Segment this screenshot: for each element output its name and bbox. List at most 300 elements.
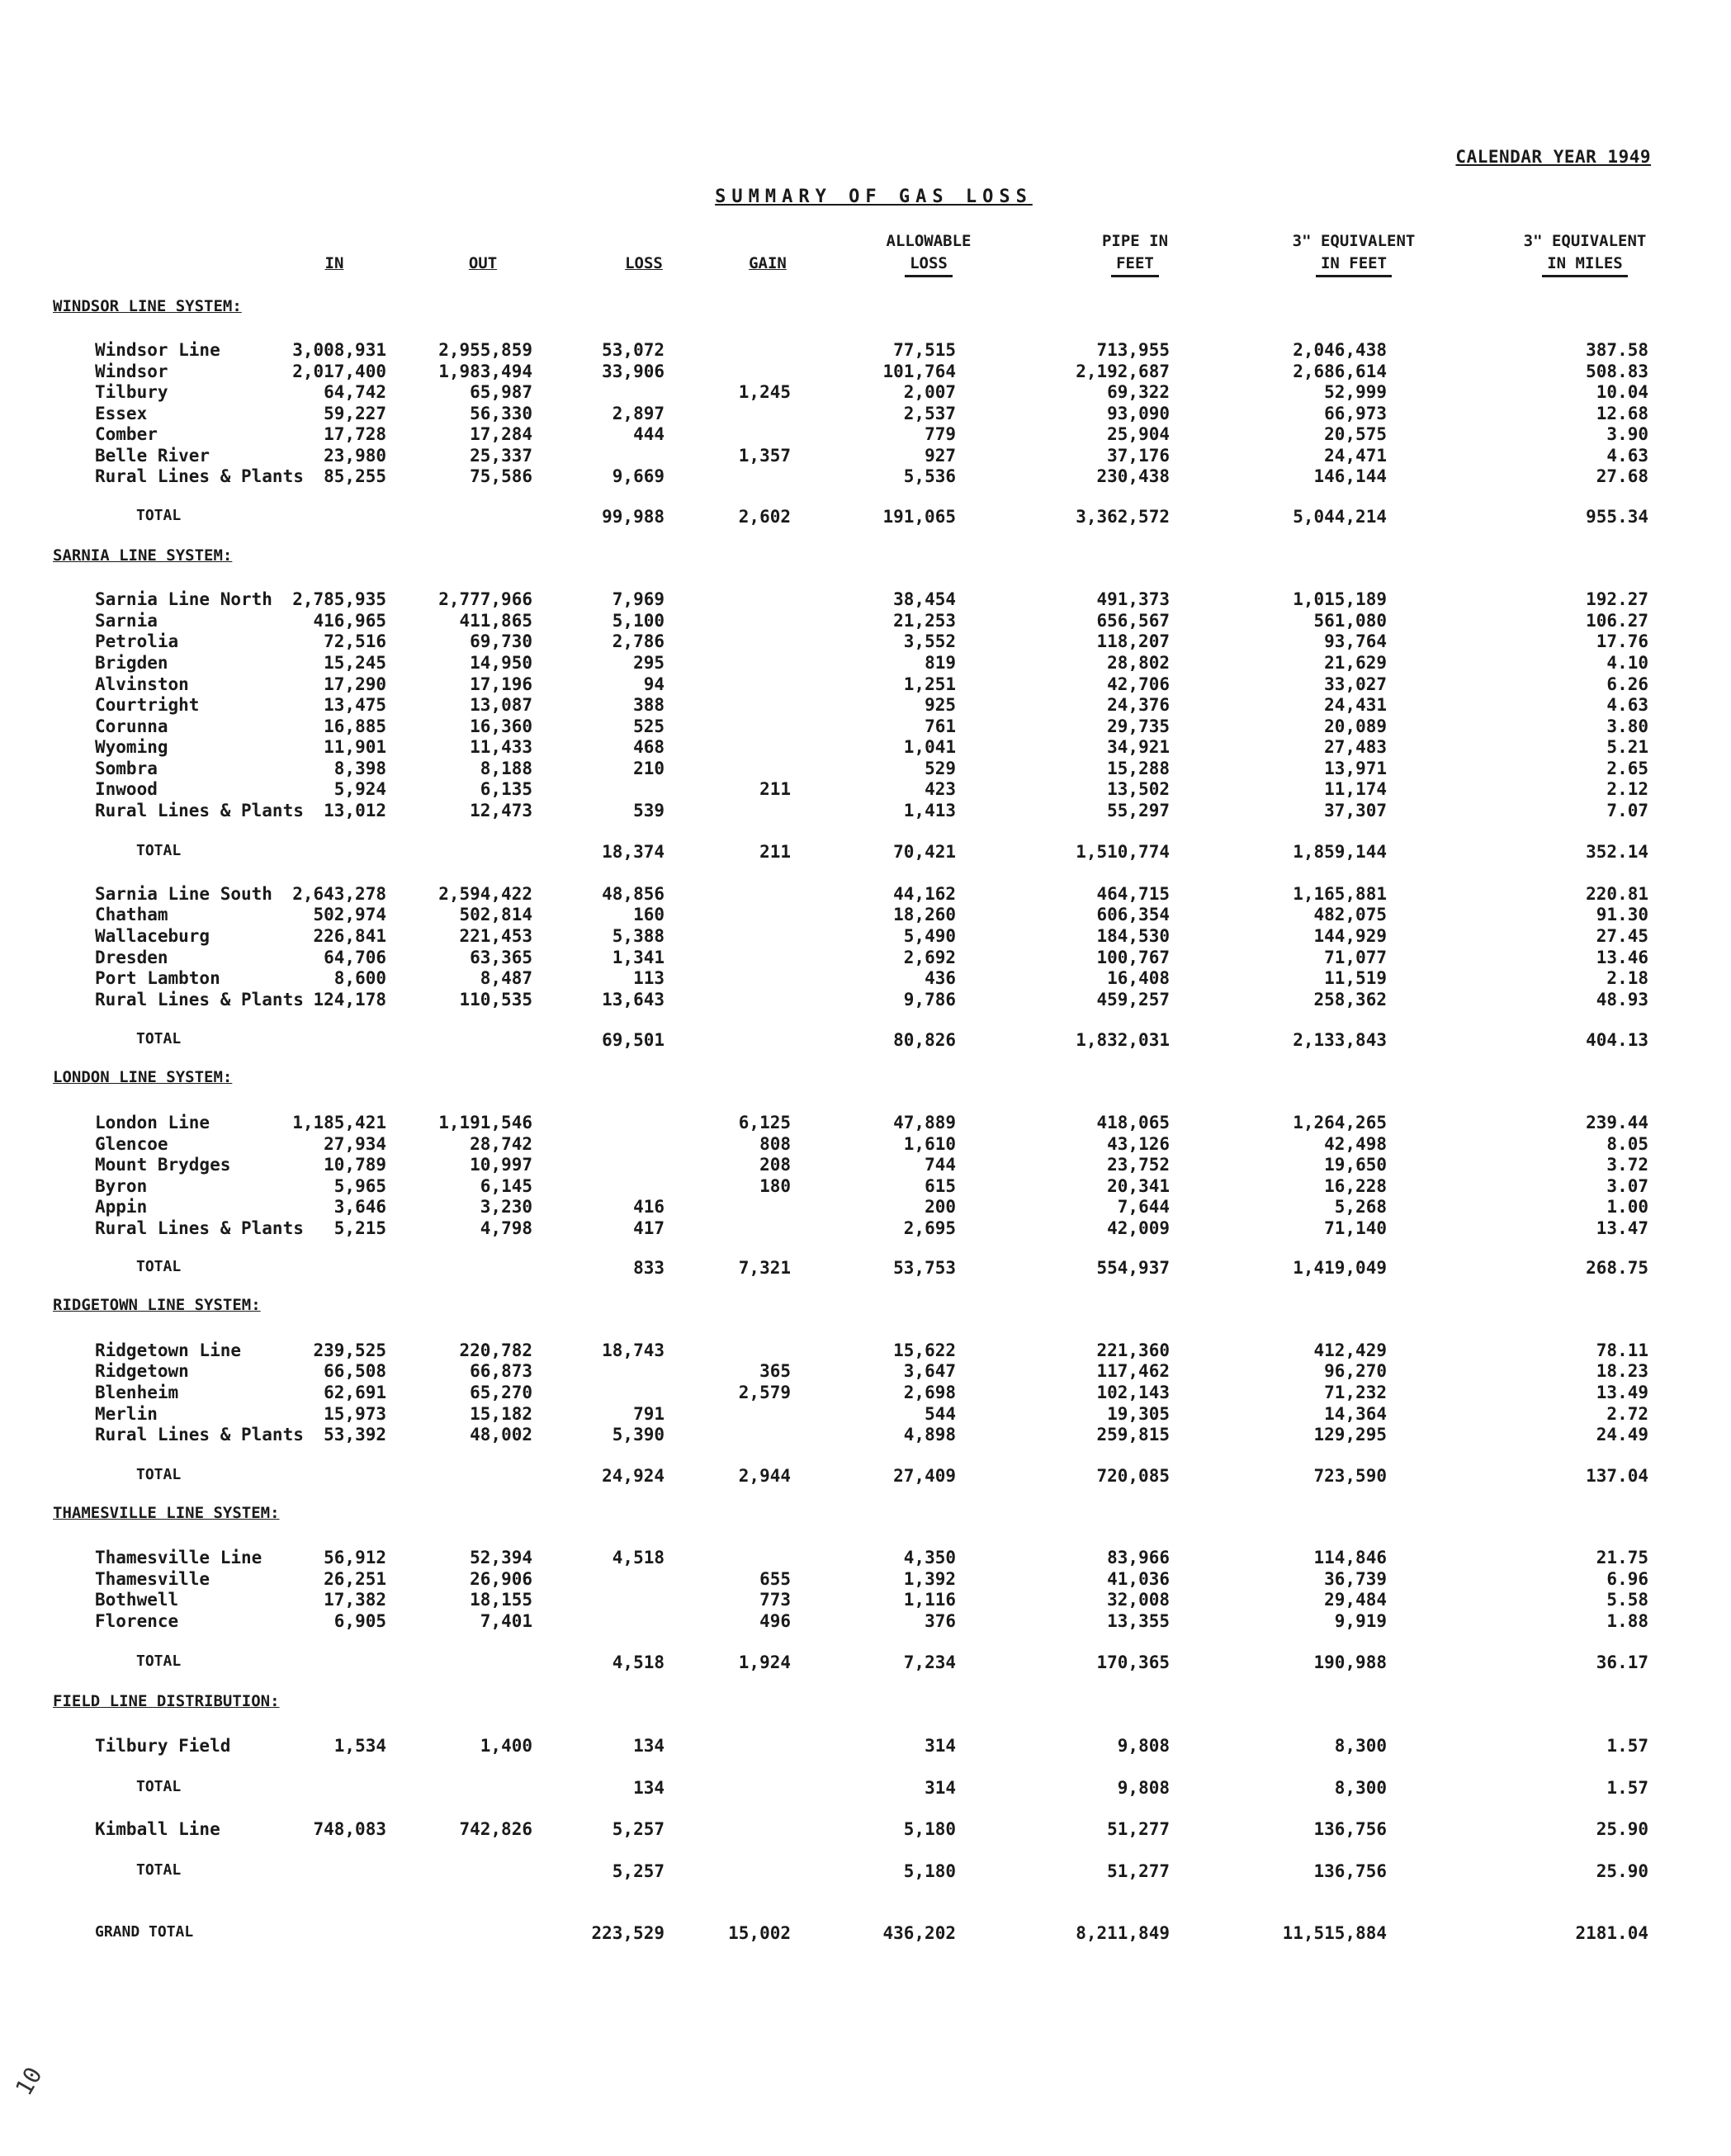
cell-name: TOTAL <box>136 1861 182 1879</box>
cell-eqmi: 2.18 <box>1606 968 1648 988</box>
cell-allow: 18,260 <box>893 905 956 924</box>
cell-name: Windsor Line <box>95 340 220 360</box>
cell-loss: 223,529 <box>591 1923 664 1943</box>
cell-pipe: 93,090 <box>1107 404 1170 423</box>
cell-eqmi: 8.05 <box>1606 1134 1648 1154</box>
cell-pipe: 37,176 <box>1107 446 1170 466</box>
cell-eqmi: 268.75 <box>1586 1258 1648 1278</box>
cell-pipe: 29,735 <box>1107 716 1170 736</box>
cell-loss: 210 <box>633 759 664 778</box>
cell-out: 66,873 <box>470 1361 532 1381</box>
cell-eqmi: 2.12 <box>1606 779 1648 799</box>
cell-eqmi: 27.45 <box>1596 926 1648 946</box>
cell-name: Rural Lines & Plants <box>95 466 304 486</box>
cell-allow: 7,234 <box>903 1652 956 1672</box>
cell-out: 8,487 <box>480 968 532 988</box>
cell-pipe: 23,752 <box>1107 1155 1170 1175</box>
cell-pipe: 1,510,774 <box>1076 842 1170 862</box>
cell-loss: 525 <box>633 716 664 736</box>
table-row <box>0 589 1731 611</box>
total-row <box>0 1258 1731 1279</box>
cell-eqft: 71,140 <box>1324 1218 1387 1238</box>
section-field: FIELD LINE DISTRIBUTION: <box>53 1692 280 1710</box>
cell-loss: 4,518 <box>612 1652 664 1672</box>
cell-out: 26,906 <box>470 1569 532 1589</box>
cell-allow: 80,826 <box>893 1030 956 1050</box>
total-row <box>0 1030 1731 1052</box>
cell-pipe: 69,322 <box>1107 382 1170 402</box>
cell-loss: 539 <box>633 801 664 820</box>
col-header-loss: LOSS <box>625 254 663 272</box>
cell-pipe: 3,362,572 <box>1076 507 1170 527</box>
cell-loss: 5,388 <box>612 926 664 946</box>
cell-gain: 655 <box>759 1569 791 1589</box>
cell-allow: 376 <box>925 1611 956 1631</box>
cell-name: Rural Lines & Plants <box>95 1218 304 1238</box>
cell-loss: 24,924 <box>602 1466 664 1486</box>
cell-eqft: 11,515,884 <box>1282 1923 1387 1943</box>
cell-allow: 15,622 <box>893 1340 956 1360</box>
cell-loss: 99,988 <box>602 507 664 527</box>
col-header-gain: GAIN <box>749 254 787 272</box>
cell-allow: 70,421 <box>893 842 956 862</box>
cell-pipe: 2,192,687 <box>1076 362 1170 381</box>
cell-loss: 48,856 <box>602 884 664 904</box>
cell-in: 3,008,931 <box>292 340 386 360</box>
cell-pipe: 1,832,031 <box>1076 1030 1170 1050</box>
cell-eqft: 24,431 <box>1324 695 1387 715</box>
table-row <box>0 1340 1731 1362</box>
cell-pipe: 554,937 <box>1096 1258 1170 1278</box>
cell-allow: 5,536 <box>903 466 956 486</box>
cell-eqmi: 106.27 <box>1586 611 1648 631</box>
grand-total-row <box>0 1923 1731 1945</box>
table-row <box>0 759 1731 780</box>
cell-loss: 833 <box>633 1258 664 1278</box>
cell-pipe: 491,373 <box>1096 589 1170 609</box>
cell-allow: 819 <box>925 653 956 673</box>
cell-gain: 1,924 <box>738 1652 791 1672</box>
cell-allow: 615 <box>925 1176 956 1196</box>
table-row <box>0 948 1731 969</box>
table-row <box>0 968 1731 990</box>
total-row <box>0 1778 1731 1799</box>
cell-eqft: 8,300 <box>1334 1778 1387 1798</box>
cell-name: TOTAL <box>136 1778 182 1795</box>
cell-eqft: 2,046,438 <box>1293 340 1387 360</box>
cell-name: Windsor <box>95 362 168 381</box>
cell-out: 2,594,422 <box>438 884 532 904</box>
cell-pipe: 51,277 <box>1107 1819 1170 1839</box>
cell-out: 220,782 <box>459 1340 532 1360</box>
cell-allow: 9,786 <box>903 990 956 1009</box>
cell-pipe: 720,085 <box>1096 1466 1170 1486</box>
cell-eqmi: 5.58 <box>1606 1590 1648 1610</box>
cell-loss: 468 <box>633 737 664 757</box>
cell-in: 62,691 <box>324 1383 386 1402</box>
cell-out: 2,955,859 <box>438 340 532 360</box>
cell-name: Mount Brydges <box>95 1155 231 1175</box>
cell-name: Wyoming <box>95 737 168 757</box>
cell-allow: 927 <box>925 446 956 466</box>
cell-name: Port Lambton <box>95 968 220 988</box>
cell-out: 2,777,966 <box>438 589 532 609</box>
cell-name: Belle River <box>95 446 210 466</box>
cell-eqft: 190,988 <box>1313 1652 1387 1672</box>
cell-pipe: 20,341 <box>1107 1176 1170 1196</box>
cell-name: London Line <box>95 1113 210 1132</box>
table-row <box>0 990 1731 1011</box>
cell-pipe: 42,706 <box>1107 674 1170 694</box>
cell-eqmi: 6.96 <box>1606 1569 1648 1589</box>
cell-eqft: 9,919 <box>1334 1611 1387 1631</box>
cell-eqft: 723,590 <box>1313 1466 1387 1486</box>
cell-allow: 53,753 <box>893 1258 956 1278</box>
cell-out: 65,987 <box>470 382 532 402</box>
cell-loss: 5,100 <box>612 611 664 631</box>
cell-allow: 38,454 <box>893 589 956 609</box>
cell-loss: 18,374 <box>602 842 664 862</box>
cell-eqft: 66,973 <box>1324 404 1387 423</box>
cell-loss: 134 <box>633 1736 664 1756</box>
cell-gain: 211 <box>759 779 791 799</box>
cell-gain: 773 <box>759 1590 791 1610</box>
cell-name: Blenheim <box>95 1383 179 1402</box>
cell-allow: 925 <box>925 695 956 715</box>
cell-in: 8,398 <box>333 759 386 778</box>
cell-name: Sarnia Line North <box>95 589 272 609</box>
cell-allow: 77,515 <box>893 340 956 360</box>
cell-name: Thamesville Line <box>95 1548 262 1567</box>
cell-eqmi: 10.04 <box>1596 382 1648 402</box>
cell-gain: 15,002 <box>728 1923 791 1943</box>
cell-in: 10,789 <box>324 1155 386 1175</box>
cell-allow: 2,692 <box>903 948 956 967</box>
cell-in: 124,178 <box>313 990 386 1009</box>
cell-out: 56,330 <box>470 404 532 423</box>
cell-out: 1,191,546 <box>438 1113 532 1132</box>
cell-eqmi: 21.75 <box>1596 1548 1648 1567</box>
cell-name: Byron <box>95 1176 148 1196</box>
col-header-out: OUT <box>468 254 498 272</box>
cell-name: Florence <box>95 1611 179 1631</box>
cell-in: 5,215 <box>333 1218 386 1238</box>
table-row <box>0 1611 1731 1633</box>
cell-pipe: 100,767 <box>1096 948 1170 967</box>
cell-pipe: 8,211,849 <box>1076 1923 1170 1943</box>
cell-name: Glencoe <box>95 1134 168 1154</box>
table-row <box>0 631 1731 653</box>
cell-allow: 200 <box>925 1197 956 1217</box>
page-title: SUMMARY OF GAS LOSS <box>715 187 1033 207</box>
cell-eqmi: 352.14 <box>1586 842 1648 862</box>
cell-eqmi: 36.17 <box>1596 1652 1648 1672</box>
cell-name: Corunna <box>95 716 168 736</box>
table-row <box>0 926 1731 948</box>
cell-allow: 5,490 <box>903 926 956 946</box>
cell-name: TOTAL <box>136 507 182 524</box>
cell-eqmi: 4.63 <box>1606 695 1648 715</box>
cell-eqmi: 2181.04 <box>1575 1923 1648 1943</box>
cell-name: Essex <box>95 404 148 423</box>
cell-eqmi: 239.44 <box>1586 1113 1648 1132</box>
cell-eqmi: 25.90 <box>1596 1819 1648 1839</box>
cell-in: 59,227 <box>324 404 386 423</box>
section-windsor: WINDSOR LINE SYSTEM: <box>53 297 242 315</box>
cell-out: 25,337 <box>470 446 532 466</box>
cell-allow: 744 <box>925 1155 956 1175</box>
table-row <box>0 1404 1731 1426</box>
table-row <box>0 737 1731 759</box>
table-row <box>0 340 1731 362</box>
cell-gain: 180 <box>759 1176 791 1196</box>
cell-loss: 113 <box>633 968 664 988</box>
cell-allow: 3,647 <box>903 1361 956 1381</box>
cell-eqmi: 24.49 <box>1596 1425 1648 1444</box>
cell-in: 5,924 <box>333 779 386 799</box>
table-row <box>0 653 1731 674</box>
cell-allow: 1,392 <box>903 1569 956 1589</box>
cell-eqmi: 13.47 <box>1596 1218 1648 1238</box>
cell-allow: 5,180 <box>903 1819 956 1839</box>
cell-eqmi: 404.13 <box>1586 1030 1648 1050</box>
cell-eqmi: 137.04 <box>1586 1466 1648 1486</box>
cell-in: 23,980 <box>324 446 386 466</box>
cell-allow: 101,764 <box>882 362 956 381</box>
cell-allow: 544 <box>925 1404 956 1424</box>
cell-out: 28,742 <box>470 1134 532 1154</box>
total-row <box>0 507 1731 528</box>
cell-pipe: 19,305 <box>1107 1404 1170 1424</box>
cell-eqmi: 48.93 <box>1596 990 1648 1009</box>
cell-eqft: 14,364 <box>1324 1404 1387 1424</box>
cell-eqft: 1,165,881 <box>1293 884 1387 904</box>
cell-in: 56,912 <box>324 1548 386 1567</box>
cell-eqft: 144,929 <box>1313 926 1387 946</box>
table-row <box>0 1548 1731 1569</box>
cell-eqmi: 1.57 <box>1606 1736 1648 1756</box>
cell-out: 10,997 <box>470 1155 532 1175</box>
cell-gain: 208 <box>759 1155 791 1175</box>
cell-loss: 388 <box>633 695 664 715</box>
cell-in: 13,012 <box>324 801 386 820</box>
cell-allow: 1,116 <box>903 1590 956 1610</box>
cell-eqft: 258,362 <box>1313 990 1387 1009</box>
cell-loss: 2,897 <box>612 404 664 423</box>
cell-out: 502,814 <box>459 905 532 924</box>
cell-eqmi: 2.72 <box>1606 1404 1648 1424</box>
table-row <box>0 424 1731 446</box>
cell-name: Sarnia <box>95 611 158 631</box>
table-row <box>0 1218 1731 1240</box>
cell-name: Chatham <box>95 905 168 924</box>
cell-eqmi: 1.57 <box>1606 1778 1648 1798</box>
cell-pipe: 464,715 <box>1096 884 1170 904</box>
cell-out: 12,473 <box>470 801 532 820</box>
cell-gain: 6,125 <box>738 1113 791 1132</box>
cell-pipe: 51,277 <box>1107 1861 1170 1881</box>
cell-eqmi: 12.68 <box>1596 404 1648 423</box>
cell-name: Merlin <box>95 1404 158 1424</box>
cell-out: 411,865 <box>459 611 532 631</box>
cell-loss: 69,501 <box>602 1030 664 1050</box>
cell-allow: 529 <box>925 759 956 778</box>
cell-gain: 2,944 <box>738 1466 791 1486</box>
cell-loss: 18,743 <box>602 1340 664 1360</box>
cell-eqft: 5,044,214 <box>1293 507 1387 527</box>
cell-gain: 808 <box>759 1134 791 1154</box>
cell-pipe: 606,354 <box>1096 905 1170 924</box>
cell-loss: 5,257 <box>612 1819 664 1839</box>
table-row <box>0 1134 1731 1156</box>
cell-eqft: 13,971 <box>1324 759 1387 778</box>
cell-eqft: 136,756 <box>1313 1819 1387 1839</box>
cell-name: Brigden <box>95 653 168 673</box>
col-header-pipe: PIPE IN FEET <box>1065 230 1205 277</box>
table-row <box>0 779 1731 801</box>
cell-eqft: 37,307 <box>1324 801 1387 820</box>
col-header-eq-feet: 3" EQUIVALENT IN FEET <box>1263 230 1445 277</box>
cell-out: 8,188 <box>480 759 532 778</box>
cell-eqft: 20,089 <box>1324 716 1387 736</box>
cell-pipe: 42,009 <box>1107 1218 1170 1238</box>
cell-gain: 2,579 <box>738 1383 791 1402</box>
cell-in: 2,643,278 <box>292 884 386 904</box>
cell-eqft: 33,027 <box>1324 674 1387 694</box>
cell-allow: 436,202 <box>882 1923 956 1943</box>
section-london: LONDON LINE SYSTEM: <box>53 1068 233 1086</box>
cell-out: 6,145 <box>480 1176 532 1196</box>
cell-allow: 4,350 <box>903 1548 956 1567</box>
cell-eqmi: 7.07 <box>1606 801 1648 820</box>
cell-loss: 444 <box>633 424 664 444</box>
cell-name: Thamesville <box>95 1569 210 1589</box>
cell-name: TOTAL <box>136 1652 182 1670</box>
col-header-allowable: ALLOWABLE LOSS <box>858 230 999 277</box>
cell-in: 26,251 <box>324 1569 386 1589</box>
cell-name: Wallaceburg <box>95 926 210 946</box>
cell-eqft: 16,228 <box>1324 1176 1387 1196</box>
table-row <box>0 801 1731 822</box>
cell-eqmi: 5.21 <box>1606 737 1648 757</box>
cell-allow: 3,552 <box>903 631 956 651</box>
cell-allow: 761 <box>925 716 956 736</box>
cell-allow: 423 <box>925 779 956 799</box>
cell-pipe: 24,376 <box>1107 695 1170 715</box>
cell-in: 13,475 <box>324 695 386 715</box>
cell-eqft: 1,264,265 <box>1293 1113 1387 1132</box>
cell-allow: 314 <box>925 1736 956 1756</box>
cell-loss: 134 <box>633 1778 664 1798</box>
cell-loss: 13,643 <box>602 990 664 1009</box>
cell-eqft: 29,484 <box>1324 1590 1387 1610</box>
cell-allow: 47,889 <box>893 1113 956 1132</box>
cell-eqft: 24,471 <box>1324 446 1387 466</box>
cell-loss: 94 <box>643 674 664 694</box>
cell-pipe: 656,567 <box>1096 611 1170 631</box>
cell-loss: 160 <box>633 905 664 924</box>
cell-gain: 496 <box>759 1611 791 1631</box>
cell-out: 15,182 <box>470 1404 532 1424</box>
cell-allow: 436 <box>925 968 956 988</box>
cell-gain: 365 <box>759 1361 791 1381</box>
cell-eqmi: 17.76 <box>1596 631 1648 651</box>
cell-in: 226,841 <box>313 926 386 946</box>
cell-loss: 7,969 <box>612 589 664 609</box>
cell-pipe: 9,808 <box>1117 1778 1170 1798</box>
cell-out: 63,365 <box>470 948 532 967</box>
cell-loss: 1,341 <box>612 948 664 967</box>
cell-out: 742,826 <box>459 1819 532 1839</box>
cell-eqmi: 1.88 <box>1606 1611 1648 1631</box>
cell-in: 66,508 <box>324 1361 386 1381</box>
cell-out: 1,400 <box>480 1736 532 1756</box>
cell-pipe: 418,065 <box>1096 1113 1170 1132</box>
cell-in: 239,525 <box>313 1340 386 1360</box>
cell-gain: 211 <box>759 842 791 862</box>
cell-eqmi: 955.34 <box>1586 507 1648 527</box>
cell-name: TOTAL <box>136 1466 182 1483</box>
cell-eqmi: 4.10 <box>1606 653 1648 673</box>
cell-loss: 5,390 <box>612 1425 664 1444</box>
table-row <box>0 1361 1731 1383</box>
cell-allow: 191,065 <box>882 507 956 527</box>
cell-in: 1,534 <box>333 1736 386 1756</box>
cell-eqft: 93,764 <box>1324 631 1387 651</box>
cell-pipe: 41,036 <box>1107 1569 1170 1589</box>
cell-allow: 1,413 <box>903 801 956 820</box>
cell-gain: 1,357 <box>738 446 791 466</box>
total-row <box>0 842 1731 863</box>
cell-eqmi: 387.58 <box>1586 340 1648 360</box>
cell-eqmi: 3.72 <box>1606 1155 1648 1175</box>
cell-gain: 2,602 <box>738 507 791 527</box>
cell-allow: 2,698 <box>903 1383 956 1402</box>
table-row <box>0 466 1731 488</box>
cell-pipe: 13,355 <box>1107 1611 1170 1631</box>
cell-out: 1,983,494 <box>438 362 532 381</box>
cell-name: Ridgetown Line <box>95 1340 242 1360</box>
col-header-in: IN <box>324 254 344 272</box>
cell-loss: 53,072 <box>602 340 664 360</box>
cell-in: 2,017,400 <box>292 362 386 381</box>
total-row <box>0 1466 1731 1487</box>
cell-eqft: 42,498 <box>1324 1134 1387 1154</box>
cell-pipe: 7,644 <box>1117 1197 1170 1217</box>
cell-in: 5,965 <box>333 1176 386 1196</box>
cell-loss: 791 <box>633 1404 664 1424</box>
cell-eqft: 2,133,843 <box>1293 1030 1387 1050</box>
cell-name: Rural Lines & Plants <box>95 801 304 820</box>
cell-in: 53,392 <box>324 1425 386 1444</box>
table-row <box>0 404 1731 425</box>
cell-eqmi: 220.81 <box>1586 884 1648 904</box>
cell-loss: 33,906 <box>602 362 664 381</box>
cell-in: 2,785,935 <box>292 589 386 609</box>
cell-pipe: 102,143 <box>1096 1383 1170 1402</box>
cell-out: 4,798 <box>480 1218 532 1238</box>
cell-loss: 417 <box>633 1218 664 1238</box>
calendar-year: CALENDAR YEAR 1949 <box>1455 147 1651 167</box>
cell-in: 1,185,421 <box>292 1113 386 1132</box>
cell-in: 27,934 <box>324 1134 386 1154</box>
cell-name: Sarnia Line South <box>95 884 272 904</box>
cell-name: Rural Lines & Plants <box>95 1425 304 1444</box>
cell-eqft: 146,144 <box>1313 466 1387 486</box>
table-row <box>0 695 1731 716</box>
cell-out: 13,087 <box>470 695 532 715</box>
cell-out: 69,730 <box>470 631 532 651</box>
